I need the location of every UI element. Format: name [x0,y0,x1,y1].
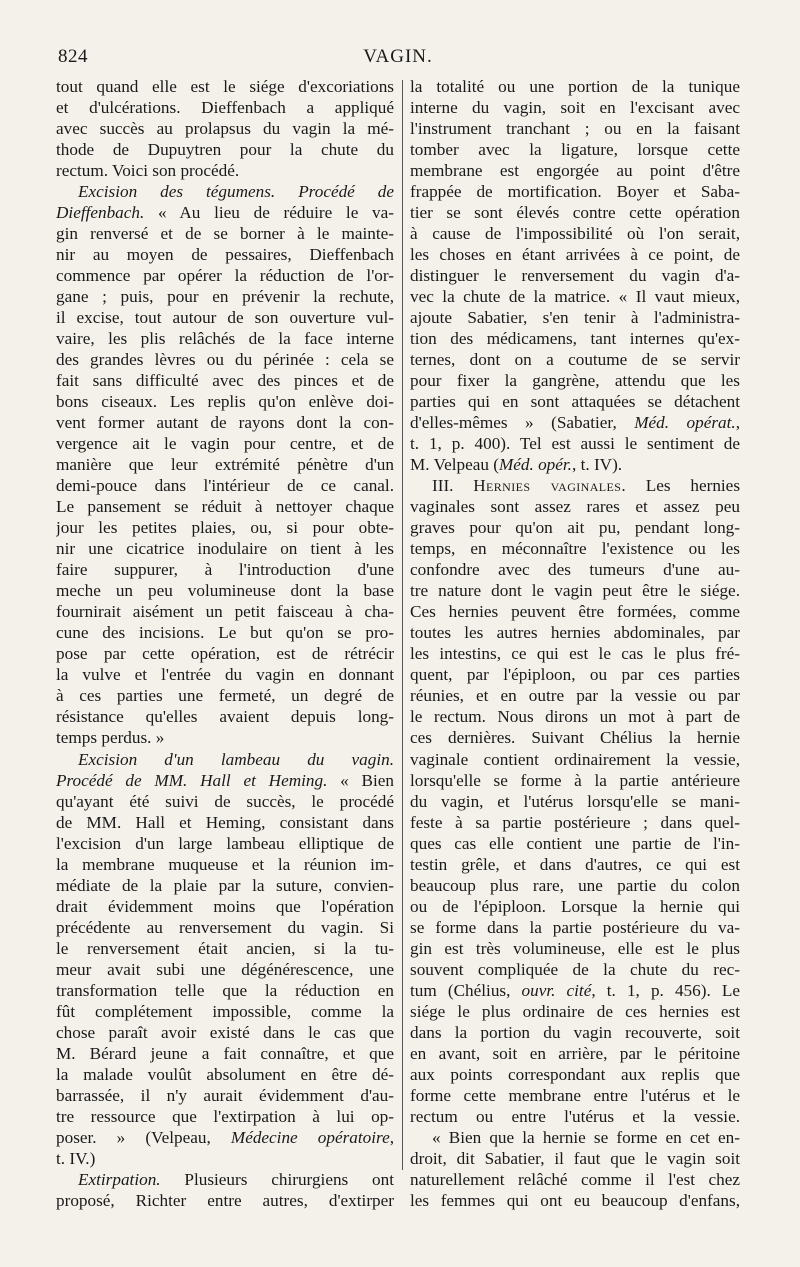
text-run: Plusieurs chirurgiens ont [160,1169,394,1189]
text-run: Procédé de MM. Hall et Heming. [56,770,328,790]
text-line: pour fixer la gangrène, attendu que les [410,371,740,391]
text-line: meur avait subi une dégénérescence, une [56,959,394,979]
text-line: temps perdus. » [56,728,165,748]
text-run: d'elles-mêmes » (Sabatier, [410,413,635,433]
text-line: graves pour qu'on ait pu, pendant long- [410,518,740,538]
text-line: parties qui en sont attaquées se détachent [410,392,740,412]
text-run: « Au lieu de réduire le va- [144,203,394,223]
text-line: ternes, dont on a coutume de se servir [410,350,740,370]
text-line: vec la chute de la matrice. « Il vaut mieux, [410,287,740,307]
text-line: dans la portion du vagin recouverte, soit [410,1022,740,1042]
text-line: drait évidemment moins que l'opération [56,896,394,916]
text-line: vent former autant de rayons dont la con- [56,413,394,433]
text-line: précédente au renversement du vagin. Si [56,917,394,937]
text-line: bons ciseaux. Les replis qu'on enlève doi- [56,392,394,412]
column-divider [402,80,403,1170]
text-run: , [389,1127,394,1147]
text-line: l'excision d'un large lambeau elliptique de [56,833,394,853]
text-line: de MM. Hall et Heming, consistant dans [56,812,394,832]
text-line: manière que leur extrémité pénètre d'un [56,455,394,475]
text-run: « Bien [327,770,394,790]
text-line: membrane est engorgée au point d'être [410,161,740,181]
text-line: toutes les autres hernies abdominales, par [410,623,740,643]
text-line: des grandes lèvres ou du périnée : cela se [56,350,394,370]
text-line: faire suppurer, à l'introduction d'une [56,560,394,580]
text-line: les femmes qui ont eu beaucoup d'enfans, [410,1190,740,1210]
text-line: nir au moyen de pessaires, Dieffenbach [56,245,394,265]
text-line: proposé, Richter entre autres, d'extirper [56,1190,394,1210]
text-line: gane ; puis, pour en prévenir la rechute, [56,287,394,307]
text-line: ces dernières. Suivant Chélius la hernie [410,728,740,748]
text-line: forme cette membrane entre l'utérus et le [410,1085,740,1105]
text-line: frappée de mortification. Boyer et Saba- [410,182,740,202]
text-line: vergence ait le vagin pour centre, et de [56,434,394,454]
running-head: VAGIN. [363,46,433,67]
text-line: distinguer le renversement du vagin d'a- [410,266,740,286]
text-line [410,475,740,496]
right-column [410,76,740,1211]
text-line: rectum ou entre l'utérus et la vessie. [410,1106,740,1126]
text-line: « Bien que la hernie se forme en cet en- [432,1127,740,1147]
text-run: Hernies vaginales. [473,476,627,496]
text-line: médiate de la plaie par la suture, convien- [56,875,394,895]
text-line: tion des médicamens, tant internes qu'ex- [410,329,740,349]
text-line: transformation telle que la réduction en [56,980,394,1000]
text-line: M. Bérard jeune a fait connaître, et que [56,1043,394,1063]
text-run: tum (Chélius, [410,980,522,1000]
page-header [58,46,738,70]
text-line: tier se sont élevés contre cette opération [410,203,740,223]
text-line: droit, dit Sabatier, il faut que le vagin soit [410,1148,740,1168]
text-line: tout quand elle est le siége d'excoriations [56,77,394,96]
text-line [56,202,394,223]
text-line [56,749,394,770]
left-column [56,76,394,1211]
text-line [410,412,740,433]
text-line: se forme dans la partie postérieure du va- [410,917,740,937]
text-line: commence par opérer la réduction de l'or- [56,266,394,286]
text-line: fait sans difficulté avec des pinces et de [56,371,394,391]
text-line: tre nature dont le vagin peut être le siége. [410,581,740,601]
text-line: avec succès au prolapsus du vagin la mé- [56,119,394,139]
text-line: gin renversé et de se borner à le mainte- [56,224,394,244]
text-line: du vagin, et l'utérus lorsqu'elle se mani- [410,791,740,811]
text-line: ou de l'épiploon. Lorsque la hernie qui [410,896,740,916]
text-line: et d'ulcérations. Dieffenbach a appliqué [56,98,394,118]
text-run: Excision d'un lambeau du vagin. [78,749,394,769]
text-run: ouvr. cité [521,980,592,1000]
text-line: beaucoup plus rare, une partie du colon [410,875,740,895]
text-line [410,980,740,1001]
text-line: réunies, et en outre par la vessie ou par [410,686,740,706]
text-line: aux points correspondant aux replis que [410,1064,740,1084]
text-run: Méd. opér. [498,455,572,475]
text-line [56,1169,394,1190]
text-run: , t. 1, p. 456). Le [591,980,740,1000]
text-run: Médecine opératoire [230,1127,390,1147]
text-line: vaginale contient ordinairement la vessie, [410,749,740,769]
text-line [56,770,394,791]
text-line: souvent compliquée de la chute du rec- [410,959,740,979]
text-line: feste à sa partie postérieure ; dans quel- [410,812,740,832]
text-line: qu'ayant été suivi de succès, le procédé [56,791,394,811]
text-line: la malade voulût absolument en être dé- [56,1064,394,1084]
text-run: Excision des tégumens. Procédé de [78,182,394,202]
text-run: Méd. opérat. [634,413,736,433]
text-run: Extirpation. [78,1169,161,1189]
text-line: siége le plus ordinaire de ces hernies est [410,1001,740,1021]
text-line: Ces hernies peuvent être formées, comme [410,602,740,622]
text-line: naturellement relâché comme il l'est chez [410,1169,740,1189]
text-run: Dieffenbach. [56,203,145,223]
text-line: barrassée, il n'y aurait évidemment d'au- [56,1085,394,1105]
text-line: la totalité ou une portion de la tunique [410,77,740,96]
text-line: le rectum. Nous dirons un mot à part de [410,707,740,727]
text-run: M. Velpeau ( [410,455,499,475]
text-run: poser. » (Velpeau, [56,1127,231,1147]
text-line: vaire, les plis relâchés de la face interne [56,329,394,349]
text-line: ajoute Sabatier, s'en tenir à l'administra- [410,308,740,328]
page-number: 824 [58,46,88,67]
text-line: temps, en méconnaître l'existence ou les [410,539,740,559]
text-line: gin est très volumineuse, elle est le plus [410,938,740,958]
text-run: III. [432,476,474,496]
text-line: lorsqu'elle se forme à la partie antérieure [410,770,740,790]
text-line: chose paraît avoir existé dans le cas que [56,1022,394,1042]
text-line: interne du vagin, soit en l'excisant avec [410,98,740,118]
text-line: thode de Dupuytren pour la chute du [56,140,394,160]
text-line [56,181,394,202]
text-line: les choses en étant arrivées à ce point, de [410,245,740,265]
text-line: Le pansement se réduit à nettoyer chaque [56,497,394,517]
text-line: confondre avec des tumeurs d'une au- [410,560,740,580]
text-line: quent, par l'épiploon, ou par ces parties [410,665,740,685]
text-line: rectum. Voici son procédé. [56,161,240,181]
text-run: , [735,413,740,433]
text-line: en avant, soit en arrière, par le péritoine [410,1043,740,1063]
text-line: à cause de l'impossibilité où l'on serait, [410,224,740,244]
text-line [56,1127,394,1148]
text-line: tre ressource que l'extirpation à lui op- [56,1106,394,1126]
text-line: fournirait aisément un petit faisceau à cha- [56,602,394,622]
text-line: la membrane muqueuse et la réunion im- [56,854,394,874]
text-line: résistance qu'elles avaient depuis long- [56,707,394,727]
text-line: l'instrument tranchant ; ou en la faisant [410,119,740,139]
text-line: vaginales sont assez rares et assez peu [410,497,740,517]
text-run: Les hernies [626,476,740,496]
text-line: il excise, tout autour de son ouverture vul- [56,308,394,328]
text-line: pose par cette opération, est de rétrécir [56,644,394,664]
text-line: ques cas elle contient une partie de l'in- [410,833,740,853]
text-line: le renversement était ancien, si la tu- [56,938,394,958]
text-line: cune des incisions. Le but qu'on se pro- [56,623,394,643]
text-line: tomber avec la ligature, lorsque cette [410,140,740,160]
text-line: jour les petites plaies, ou, si pour obte- [56,518,394,538]
text-line: testin grêle, et dans d'autres, ce qui est [410,854,740,874]
text-line: nir une cicatrice inodulaire on tient à les [56,539,394,559]
text-line: à ces parties une fermeté, un degré de [56,686,394,706]
text-line: t. IV.) [56,1148,96,1168]
text-line: fût complétement impossible, comme la [56,1001,394,1021]
text-run: , t. IV). [571,455,623,475]
text-line: la vulve et l'entrée du vagin en donnant [56,665,394,685]
text-line: les intestins, ce qui est le cas le plus fré- [410,644,740,664]
text-line: demi-pouce dans l'intérieur de ce canal. [56,476,394,496]
text-line: meche un peu volumineuse dont la base [56,581,394,601]
text-line: t. 1, p. 400). Tel est aussi le sentiment de [410,434,740,454]
text-line [410,454,740,475]
